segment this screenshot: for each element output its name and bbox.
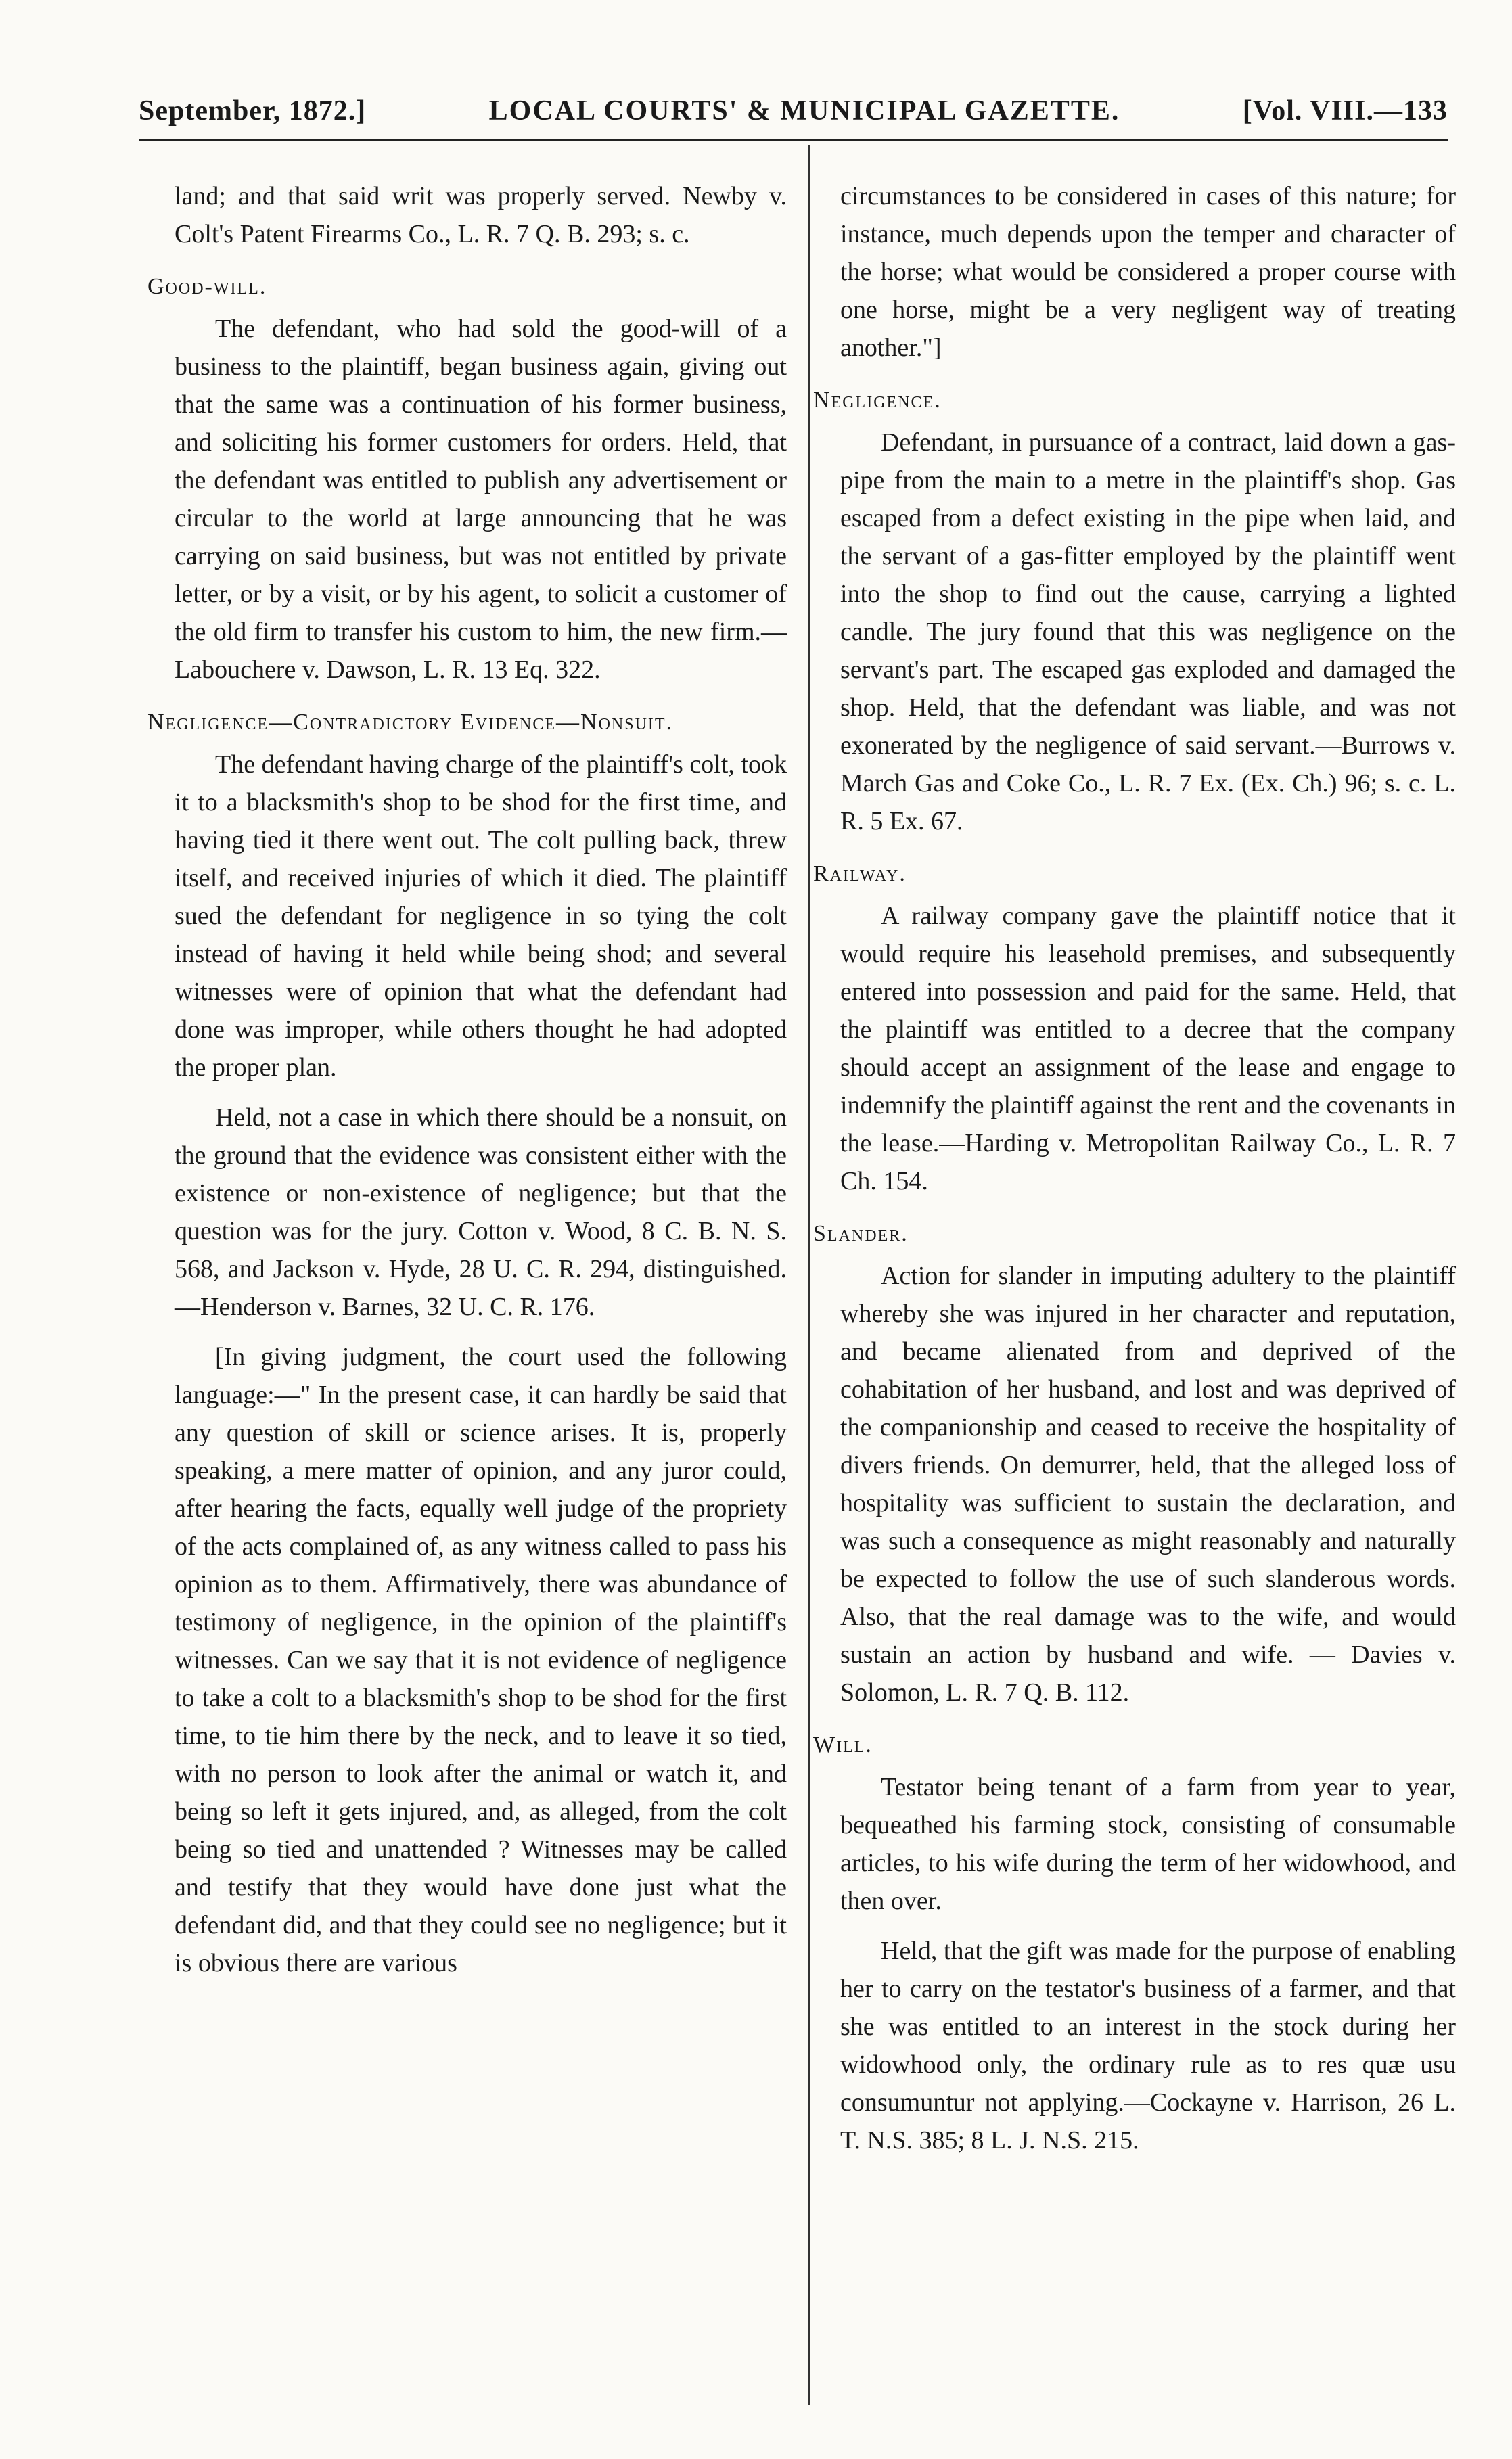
right-column (813, 177, 1456, 2159)
negligence-heading: Negligence. (813, 388, 942, 413)
header-date: September, 1872.] (139, 95, 367, 127)
continuation-paragraph: circumstances to be considered in cases of this nature; for instance, much depends upon the temper and character of the horse; what would be considered a proper course with one horse, might be a very negligent way of treating another."] (840, 182, 1456, 362)
negligence-paragraph-3: [In giving judgment, the court used the following language:—" In the present case, it can hardly be said that any question of skill or science arises. It is, properly speaking, a mere matter of opinion, and any juror could, after hearing the facts, equally well judge of the propriety of the acts complained of, as any witness called to pass his opinion as to them. Affirmatively, there was abundance of testimony of negligence, in the opinion of the plaintiff's witnesses. Can we say that it is not evidence of negligence to take a colt to a blacksmith's shop to be shod for the first time, to tie him there by the neck, and to leave it so tied, with no person to look after the animal or watch it, and being so left it gets injured, and, as alleged, from the colt being so tied and unattended ? Witnesses may be called and testify that they would have done just what the defendant did, and that they could see no negligence; but it is obvious there are various (175, 1343, 787, 1977)
slander-heading: Slander. (813, 1221, 909, 1246)
will-paragraph-1: Testator being tenant of a farm from year to year, bequeathed his farming stock, consisting of consumable articles, to his wife during the term of her widowhood, and then over. (840, 1773, 1456, 1915)
intro-paragraph: land; and that said writ was properly served. Newby v. Colt's Patent Firearms Co., L. R. 7 Q. B. 293; s. c. (175, 182, 787, 248)
header-volume-page: [Vol. VIII.—133 (1242, 95, 1448, 127)
negligence-nonsuit-heading: Negligence—Contradictory Evidence—Nonsuit. (147, 710, 674, 735)
goodwill-heading: Good-will. (147, 274, 267, 299)
header-rule (139, 139, 1448, 141)
negligence-paragraph-1: The defendant having charge of the plaintiff's colt, took it to a blacksmith's shop to be shod for the first time, and having tied it there went out. The colt pulling back, threw itself, and received injuries of which it died. The plaintiff sued the defendant for negligence in so tying the colt instead of having it held while being shod; and several witnesses were of opinion that what the defendant had done was improper, while others thought he had adopted the proper plan. (175, 750, 787, 1082)
will-heading: Will. (813, 1732, 873, 1757)
negligence-gas-paragraph: Defendant, in pursuance of a contract, laid down a gas-pipe from the main to a metre in the plaintiff's shop. Gas escaped from a defect existing in the pipe when laid, and the servant of a gas-fitter employed by the plaintiff went into the shop to find out the cause, carrying a lighted candle. The jury found that this was negligence on the servant's part. The escaped gas exploded and damaged the shop. Held, that the defendant was liable, and was not exonerated by the negligence of said servant.—Burrows v. March Gas and Coke Co., L. R. 7 Ex. (Ex. Ch.) 96; s. c. L. R. 5 Ex. 67. (840, 428, 1456, 835)
page-header (139, 95, 1448, 135)
negligence-paragraph-2: Held, not a case in which there should be a nonsuit, on the ground that the evidence was consistent either with the existence or non-existence of negligence; but that the question was for the jury. Cotton v. Wood, 8 C. B. N. S. 568, and Jackson v. Hyde, 28 U. C. R. 294, distinguished. —Henderson v. Barnes, 32 U. C. R. 176. (175, 1103, 787, 1321)
left-column (147, 177, 787, 1982)
slander-paragraph: Action for slander in imputing adultery to the plaintiff whereby she was injured in her character and reputation, and became alienated from and deprived of the cohabitation of her husband, and lost and was deprived of the companionship and ceased to receive the hospitality of divers friends. On demurrer, held, that the alleged loss of hospitality was sufficient to sustain the declaration, and was such a consequence as might reasonably and naturally be expected to follow the use of such slanderous words. Also, that the real damage was to the wife, and would sustain an action by husband and wife. — Davies v. Solomon, L. R. 7 Q. B. 112. (840, 1262, 1456, 1707)
will-paragraph-2: Held, that the gift was made for the purpose of enabling her to carry on the testator's business of a farmer, and that she was entitled to an interest in the stock during her widowhood only, the ordinary rule as to res quæ usu consumuntur not applying.—Cockayne v. Harrison, 26 L. T. N.S. 385; 8 L. J. N.S. 215. (840, 1937, 1456, 2155)
column-divider (808, 145, 810, 2405)
header-title: LOCAL COURTS' & MUNICIPAL GAZETTE. (488, 95, 1120, 127)
railway-paragraph: A railway company gave the plaintiff notice that it would require his leasehold premises, and subsequently entered into possession and paid for the same. Held, that the plaintiff was entitled to a decree that the company should accept an assignment of the lease and engage to indemnify the plaintiff against the rent and the covenants in the lease.—Harding v. Metropolitan Railway Co., L. R. 7 Ch. 154. (840, 902, 1456, 1195)
railway-heading: Railway. (813, 861, 907, 886)
goodwill-paragraph: The defendant, who had sold the good-will of a business to the plaintiff, began business again, giving out that the same was a continuation of his former business, and soliciting his former customers for orders. Held, that the defendant was entitled to publish any advertisement or circular to the world at large announcing that he was carrying on said business, but was not entitled by private letter, or by a visit, or by his agent, to solicit a customer of the old firm to transfer his custom to him, the new firm.—Labouchere v. Dawson, L. R. 13 Eq. 322. (175, 315, 787, 684)
